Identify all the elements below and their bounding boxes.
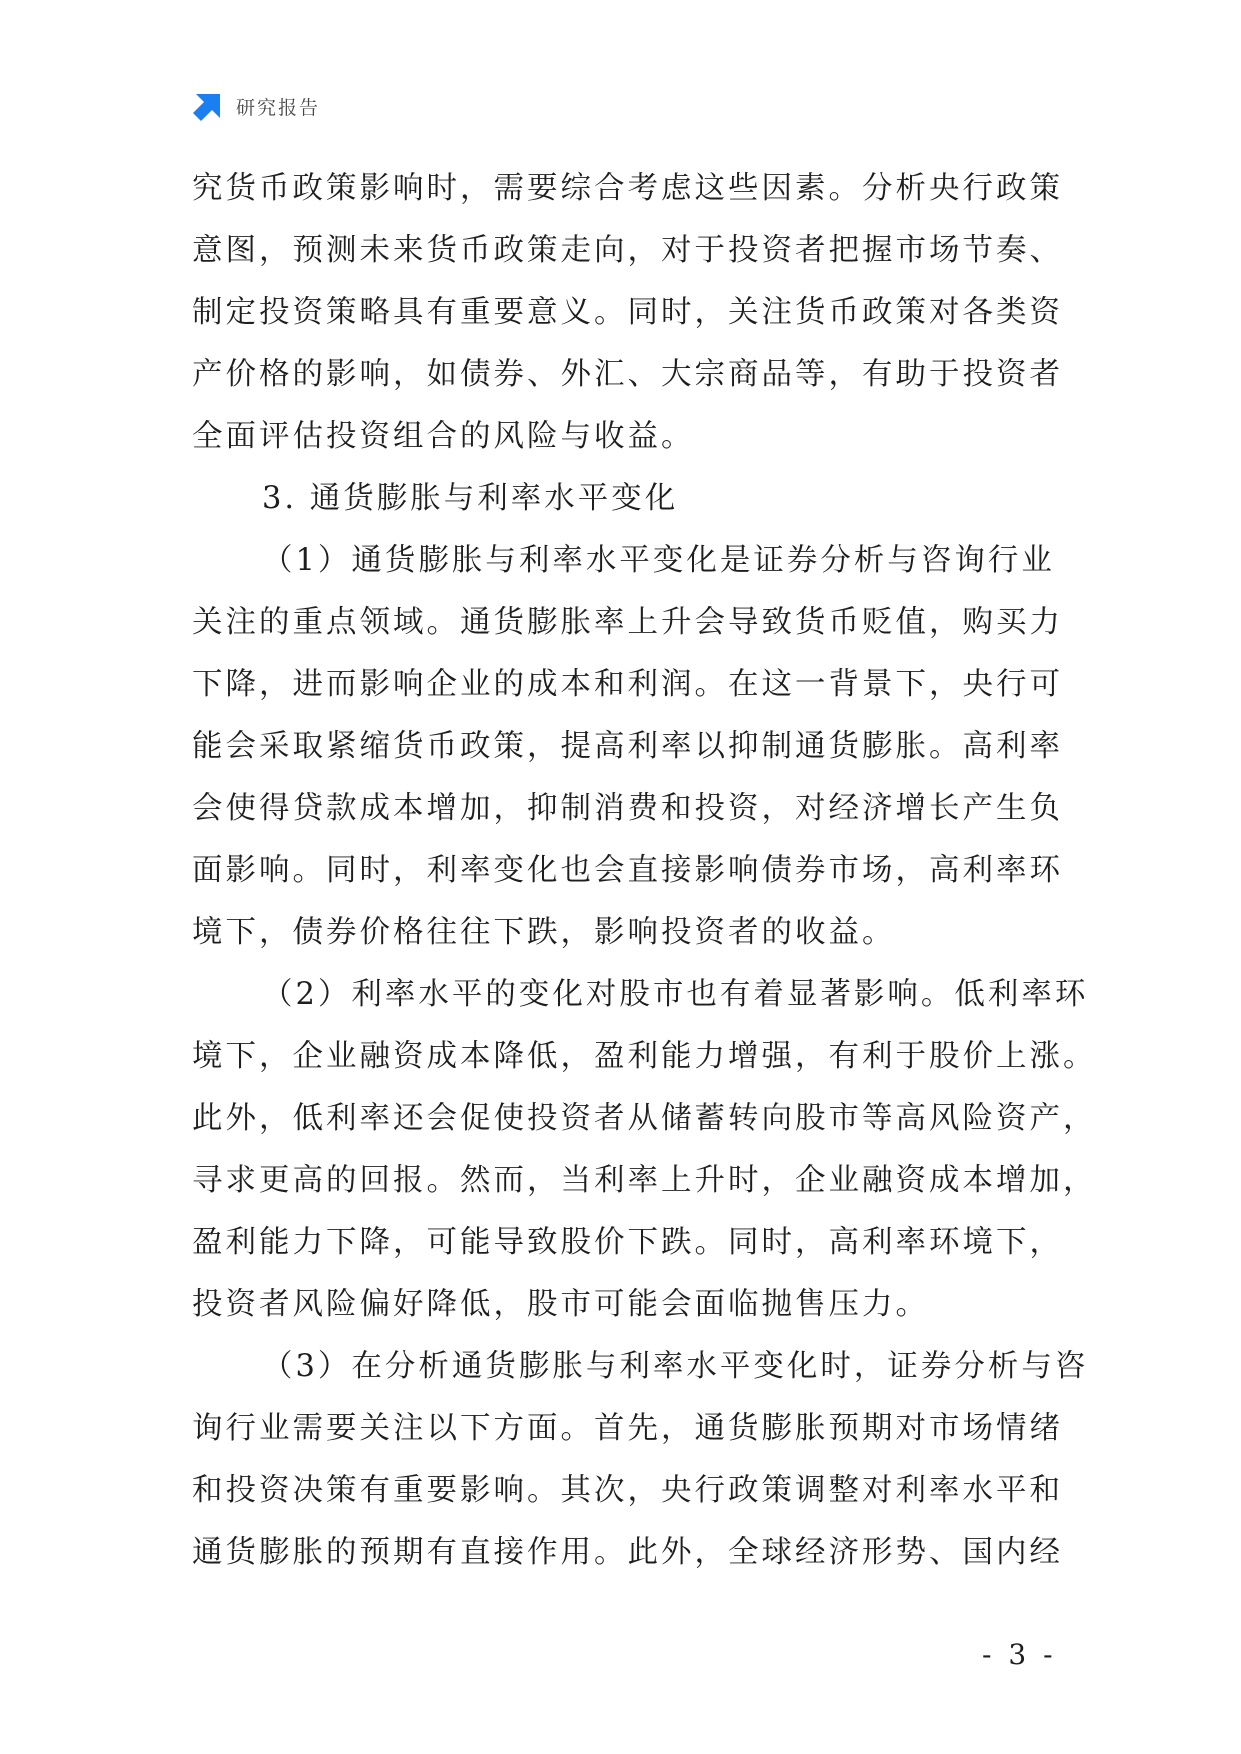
paragraph-first-line: （3）在分析通货膨胀与利率水平变化时，证券分析与咨: [262, 1349, 1089, 1384]
page-number: - 3 -: [982, 1638, 1057, 1671]
text-line: 询行业需要关注以下方面。首先，通货膨胀预期对市场情绪: [192, 1411, 1063, 1446]
text-line: 全面评估投资组合的风险与收益。: [192, 419, 695, 454]
text-line: 关注的重点领域。通货膨胀率上升会导致货币贬值，购买力: [192, 605, 1063, 640]
text-line: 和投资决策有重要影响。其次，央行政策调整对利率水平和: [192, 1473, 1063, 1508]
page-header: [192, 90, 320, 122]
paragraph-first-line: （2）利率水平的变化对股市也有着显著影响。低利率环: [262, 977, 1089, 1012]
paragraph-first-line: （1）通货膨胀与利率水平变化是证券分析与咨询行业: [262, 543, 1055, 578]
text-line: 制定投资策略具有重要意义。同时，关注货币政策对各类资: [192, 295, 1063, 330]
text-line: 能会采取紧缩货币政策，提高利率以抑制通货膨胀。高利率: [192, 729, 1063, 764]
text-line: 盈利能力下降，可能导致股价下跌。同时，高利率环境下，: [192, 1225, 1063, 1260]
text-line: 意图，预测未来货币政策走向，对于投资者把握市场节奏、: [192, 233, 1063, 268]
body-text: [192, 158, 1097, 1584]
text-line: 究货币政策影响时，需要综合考虑这些因素。分析央行政策: [192, 171, 1063, 206]
text-line: 通货膨胀的预期有直接作用。此外，全球经济形势、国内经: [192, 1535, 1063, 1570]
arrow-up-right-icon: [192, 90, 224, 122]
text-line: 寻求更高的回报。然而，当利率上升时，企业融资成本增加，: [192, 1163, 1097, 1198]
text-line: 境下，债券价格往往下跌，影响投资者的收益。: [192, 915, 896, 950]
section-heading: 3. 通货膨胀与利率水平变化: [262, 481, 679, 516]
text-line: 会使得贷款成本增加，抑制消费和投资，对经济增长产生负: [192, 791, 1063, 826]
text-line: 境下，企业融资成本降低，盈利能力增强，有利于股价上涨。: [192, 1039, 1097, 1074]
text-line: 产价格的影响，如债券、外汇、大宗商品等，有助于投资者: [192, 357, 1063, 392]
text-line: 此外，低利率还会促使投资者从储蓄转向股市等高风险资产，: [192, 1101, 1097, 1136]
text-line: 投资者风险偏好降低，股市可能会面临抛售压力。: [192, 1287, 929, 1322]
text-line: 面影响。同时，利率变化也会直接影响债券市场，高利率环: [192, 853, 1063, 888]
text-line: 下降，进而影响企业的成本和利润。在这一背景下，央行可: [192, 667, 1063, 702]
header-title: 研究报告: [236, 96, 321, 119]
